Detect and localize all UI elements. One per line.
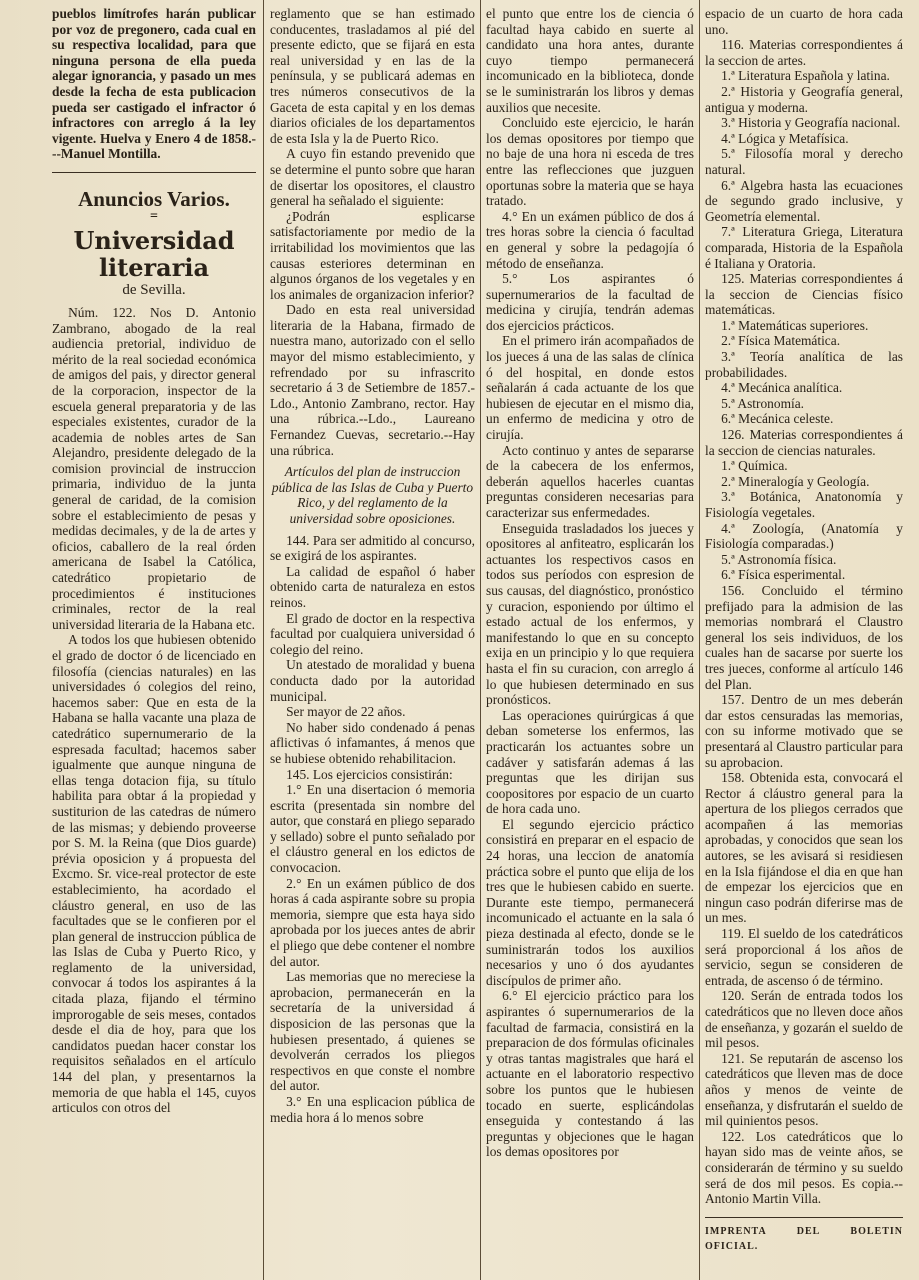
- paragraph: En el primero irán acompañados de los jueces á una de las salas de clínica ó del hospital, en donde estos señalarán á cada actuante de los que hubiesen de ejecutar en el mismo dia, un enfermo de medicina y otro de cirujía.: [486, 333, 694, 443]
- list-item: 4.ª Mecánica analítica.: [721, 380, 843, 396]
- paragraph: Concluido este ejercicio, le harán los demas opositores por tiempo que no baje de una hora ni esceda de tres entre las reflecciones que juzguen oportunas sobre la materia que se haya tratado.: [486, 115, 694, 209]
- list-item: 3.ª Teoría analítica de las probabilidades.: [705, 349, 903, 380]
- list-item: 6.ª Mecánica celeste.: [721, 411, 834, 427]
- paragraph: 126. Materias correspondientes á la seccion de ciencias naturales.: [705, 427, 903, 458]
- paragraph: 5.° Los aspirantes ó supernumerarios de la facultad de medicina y cirujía, tendrán ademas dos ejercicios prácticos.: [486, 271, 694, 333]
- list-item: 2.ª Mineralogía y Geología.: [721, 473, 870, 489]
- paragraph: ¿Podrán esplicarse satisfactoriamente por medio de la irritabilidad los movimientos que las causas esteriores determinan en algunos órganos de los vegetales y en los animales de organizacion inferior?: [270, 208, 475, 302]
- paragraph: La calidad de español ó haber obtenido carta de naturaleza en estos reinos.: [270, 563, 475, 610]
- paragraph: Núm. 122. Nos D. Antonio Zambrano, abogado de la real audiencia pretorial, individuo de mérito de la real sociedad económica de amigos del pais, y director general de la corporacion, inspector de la escuela general preparatoria y de las especiales existentes, curador de la academia de nobles artes de San Alejandro, presidente delegado de la comision provincial de instruccion primaria, individuo de la junta general de caridad, de la comision sobre el establecimiento de pesas y medidas decimales, y de la de artes y oficios, caballero de la real órden americana de Isabel la Católica, catedrático propietario de procedimientos é instituciones criminales, rector de la real universidad literaria de la Habana etc.: [52, 304, 256, 632]
- paragraph: 4.° En un exámen público de dos á tres horas sobre la ciencia ó facultad en general y sobre la pedagojía ó método de enseñanza.: [486, 208, 694, 271]
- column-1: [52, 6, 256, 1272]
- column-2: [270, 6, 475, 1272]
- column-divider: [699, 0, 700, 1280]
- paragraph: Dado en esta real universidad literaria de la Habana, firmado de nuestra mano, autorizado con el sello mayor del mismo establecimiento, y refrendado por su infrascrito secretario á 3 de Setiembre de 1857.-Ldo., Antonio Zambrano, rector. Hay una rúbrica.--Ldo., Laureano Fernandez Cuevas, secretario.--Hay una rúbrica.: [270, 302, 475, 458]
- paragraph: 156. Concluido el término prefijado para la admision de las memorias nombrará el Claustro general los seis individuos, de los cuales han de sacarse por suerte los tres jueces, conforme al artículo 146 del Plan.: [705, 582, 903, 692]
- column-4: [705, 6, 903, 1272]
- paragraph: 158. Obtenida esta, convocará el Rector á cláustro general para la apertura de los pliegos cerrados que acompañen á las memorias aprobadas, y conocidos que sean los autores, se les avisará si residiesen en la Isla fijándose el dia en que han de empezar los ejercicios que en ningun caso podrán diferirse mas de un mes.: [705, 770, 903, 926]
- paragraph: 120. Serán de entrada todos los catedráticos que no lleven doce años de enseñanza, y gozarán el sueldo de mil pesos.: [705, 988, 903, 1051]
- list-item: 5.ª Astronomía física.: [721, 551, 837, 567]
- paragraph: A todos los que hubiesen obtenido el grado de doctor ó de licenciado en filosofía (ciencias naturales) en las universidades ó colegios del reino, hacemos saber: Que en esta de la Habana se halla vacante una plaza de catedrático supernumerario de la espresada facultad; hacemos saber igualmente que aunque ninguna de ellas tenga dotacion fija, su título habilita para obtar á la propiedad y sustiturion de las catedras de número de las mismas; y debiendo proveerse por S. M. la Reina (que Dios guarde) prévia oposicion y á propuesta del Excmo. Sr. vice-real protector de este establecimiento, ha acordado el cláustro general, en uso de las facultades que se le confieren por el plan general de instruccion pública de las Islas de Cuba y Puerto Rico, y reglamento de la universidad, convocar á todos los aspirantes á la citada plaza, fijando el término improrogable de seis meses, contados desde el dia de hoy, para que los candidatos puedan hacer constar los requisitos señalados en el artículo 144 del plan, y presentarnos la memoria de que habla el 145, cuyos articulos con otros del: [52, 632, 256, 1116]
- paragraph: Las memorias que no mereciese la aprobacion, permanecerán en la secretaría de la universidad á disposicion de las personas que la hubiesen presentado, á quienes se devolverán cerrados los pliegos respectivos en que conste el nombre del autor.: [270, 969, 475, 1094]
- list-item: 4.ª Zoología, (Anatomía y Fisiología comparadas.): [705, 520, 903, 552]
- paragraph: pueblos limítrofes harán publicar por voz de pregonero, cada cual en su respectiva localidad, para que ninguna persona de ella pueda alegar ignorancia, y pasado un mes desde la fecha de esta publicacion pueda ser castigado el infractor ó infractores con arreglo á la ley vigente. Huelva y Enero 4 de 1858.---Manuel Montilla.: [52, 6, 256, 162]
- paragraph: 121. Se reputarán de ascenso los catedráticos que lleven mas de doce años y menos de veinte de enseñanza, y disfrutarán el sueldo de mil quinientos pesos.: [705, 1050, 903, 1129]
- list-item: 1.ª Literatura Española y latina.: [721, 68, 890, 84]
- list-item: 5.ª Filosofía moral y derecho natural.: [705, 146, 903, 177]
- list-item: 7.ª Literatura Griega, Literatura comparada, Historia de la Española é Italiana y Oratoria.: [705, 224, 903, 271]
- paragraph: 116. Materias correspondientes á la seccion de artes.: [705, 37, 903, 68]
- paragraph: 122. Los catedráticos que lo hayan sido mas de veinte años, se considerarán de término y su sueldo será de dos mil pesos. Es copia.--Antonio Martin Villa.: [705, 1128, 903, 1207]
- paragraph: 2.° En un exámen público de dos horas á cada aspirante sobre su propia memoria, siempre que esta haya sido aprobada por los jueces antes de abrir el pliego que debe contener el nombre del autor.: [270, 875, 475, 969]
- article-subtitle: de Sevilla.: [122, 281, 186, 298]
- list-item: 3.ª Historia y Geografía nacional.: [721, 115, 901, 131]
- column-divider: [263, 0, 264, 1280]
- list-item: 6.ª Física esperimental.: [721, 567, 846, 583]
- paragraph: 144. Para ser admitido al concurso, se exigirá de los aspirantes.: [270, 532, 475, 564]
- paragraph: A cuyo fin estando prevenido que se determine el punto sobre que haran de disertar los opositores, el claustro general ha señalado el siguiente:: [270, 146, 475, 209]
- article-title: Universidad literaria: [73, 225, 235, 282]
- list-item: 5.ª Astronomía.: [721, 395, 804, 411]
- paragraph: el punto que entre los de ciencia ó facultad haya cabido en suerte al candidato una hora antes, durante cuyo tiempo permanecerá incomunicado en la biblioteca, donde se le suministrarán los libros y demas auxilios que necesite.: [486, 6, 694, 115]
- paragraph: Ser mayor de 22 años.: [286, 704, 406, 720]
- column-divider: [480, 0, 481, 1280]
- paragraph: 157. Dentro de un mes deberán dar estos censuradas las memorias, con su informe motivado que se presentará al Claustro particular para su aprobacion.: [705, 692, 903, 770]
- paragraph: Enseguida trasladados los jueces y opositores al anfiteatro, esplicarán los actuantes los respectivos casos en todos sus períodos con espresion de sus causas, del diagnóstico, pronóstico y curacion, esponiendo por último el estado actual de los enfermos, y manifestando lo que en su concepto exija en un principio y lo que requiera hasta el fin su curacion, con arreglo á lo que hubiesen determinado en sus pronósticos.: [486, 520, 694, 708]
- paragraph: 1.° En una disertacion ó memoria escrita (presentada sin nombre del autor, que constará en pliego separado y sellado) sobre el punto señalado por el cláustro general en los edictos de convocacion.: [270, 782, 475, 876]
- paragraph: No haber sido condenado á penas aflictivas ó infamantes, á menos que se hubiese obtenido rehabilitacion.: [270, 719, 475, 766]
- list-item: 2.ª Historia y Geografía general, antigua y moderna.: [705, 83, 903, 115]
- list-item: 2.ª Física Matemática.: [721, 333, 841, 349]
- separator-rule: [52, 172, 256, 173]
- list-item: 1.ª Química.: [721, 458, 788, 474]
- paragraph: Acto continuo y antes de separarse de la cabecera de los enfermos, deberán aquellos hacerles cuantas preguntas consideren necesarias para caracterizar sus enfermedades.: [486, 442, 694, 520]
- list-item: 4.ª Lógica y Metafísica.: [721, 130, 849, 146]
- list-item: 1.ª Matemáticas superiores.: [721, 317, 869, 333]
- paragraph: El segundo ejercicio práctico consistirá en preparar en el espacio de 24 horas, una leccion de anatomía práctica sobre el punto que elija de los tres que le hubiesen cabido en suerte. Durante este tiempo, permanecerá incomunicado el actuante en la sala ó pieza destinada al efecto, donde se le suministrarán todos los auxilios necesarios y uno ó dos ayudantes discípulos de primer año.: [486, 816, 694, 988]
- paragraph: espacio de un cuarto de hora cada uno.: [705, 6, 903, 37]
- paragraph: 6.° El ejercicio práctico para los aspirantes ó supernumerarios de la facultad de farmacia, consistirá en la preparacion de dos fórmulas oficinales y otras tantas magistrales que hará el actuante en el laboratorio respectivo sobre los puntos que le hubiesen tocado en suerte, esplicándolas enseguida y contestando á las preguntas y objeciones que le hagan los demas opositores por: [486, 988, 694, 1160]
- paragraph: 119. El sueldo de los catedráticos será proporcional á los años de servicio, segun se consideren de entrada, de ascenso ó de término.: [705, 926, 903, 988]
- paragraph: El grado de doctor en la respectiva facultad por cualquiera universidad ó colegio del reino.: [270, 610, 475, 657]
- paragraph: 3.° En una esplicacion pública de media hora á lo menos sobre: [270, 1093, 475, 1125]
- paragraph: Las operaciones quirúrgicas á que deban someterse los enfermos, las practicarán los actuantes sobre un cadáver y satisfarán ademas á las preguntas que les dirijan sus coopositores por espacio de un cuarto de hora cada uno.: [486, 707, 694, 817]
- section-title: Anuncios Varios.: [78, 186, 230, 211]
- italic-heading: Artículos del plan de instruccion pública de las Islas de Cuba y Puerto Rico, y del reglamento de la universidad sobre oposiciones.: [271, 464, 474, 526]
- list-item: 6.ª Algebra hasta las ecuaciones de segundo grado inclusive, y Geometría elemental.: [705, 177, 903, 224]
- section-ornament: =: [150, 208, 158, 224]
- paragraph: reglamento que se han estimado conducentes, trasladamos al pié del presente edicto, que se fijará en esta real universidad y en las de la península, y se publicará ademas en tres números consecutivos de la Gaceta de esta capital y en los demas diarios oficiales de los departamentos de esta Isla y la de Puerto Rico.: [270, 6, 475, 146]
- paragraph: 145. Los ejercicios consistirán:: [286, 766, 453, 782]
- paragraph: Un atestado de moralidad y buena conducta dado por la autoridad municipal.: [270, 657, 475, 704]
- printer-imprint: IMPRENTA DEL BOLETIN OFICIAL.: [705, 1217, 903, 1255]
- list-item: 3.ª Botánica, Anatonomía y Fisiología vegetales.: [705, 489, 903, 520]
- column-3: [486, 6, 694, 1272]
- paragraph: 125. Materias correspondientes á la seccion de Ciencias físico matemáticas.: [705, 271, 903, 318]
